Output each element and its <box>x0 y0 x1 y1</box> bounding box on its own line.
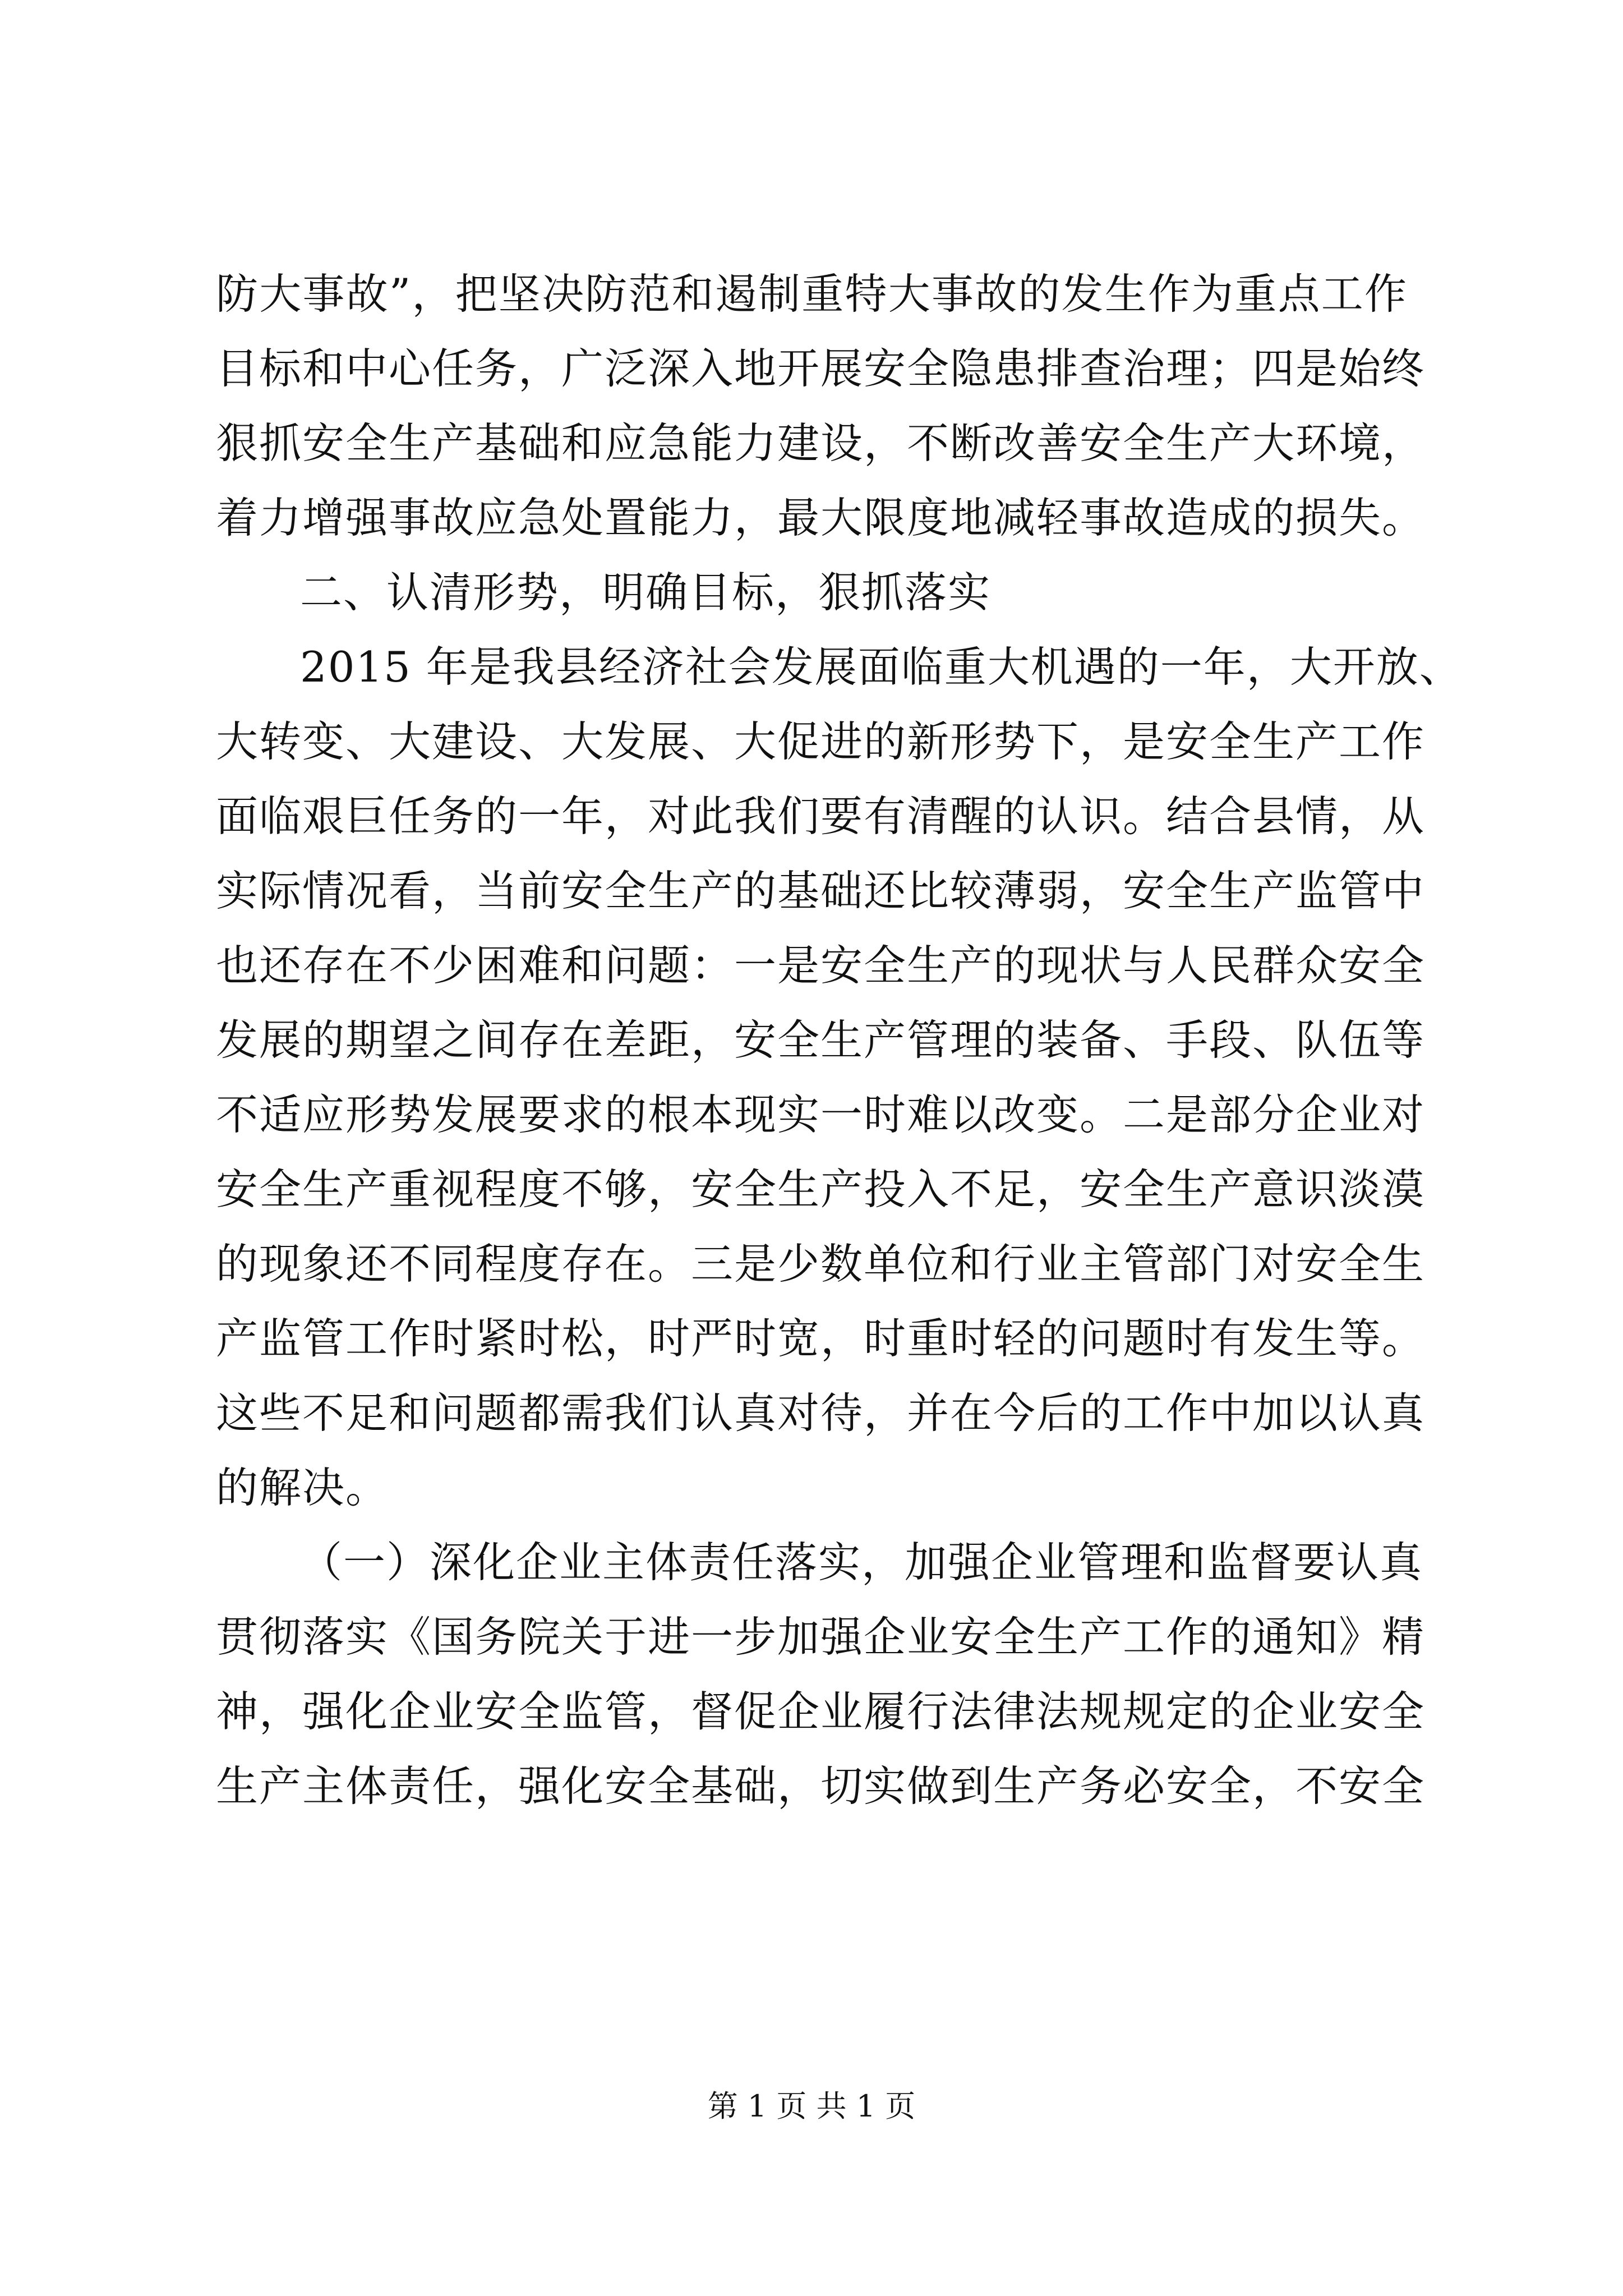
text-line: 目标和中心任务，广泛深入地开展安全隐患排查治理；四是始终 <box>216 344 1426 393</box>
text-line: 不适应形势发展要求的根本现实一时难以改变。二是部分企业对 <box>216 1090 1426 1139</box>
page-footer: 第 1 页 共 1 页 <box>707 2088 916 2124</box>
text-line: 防大事故”，把坚决防范和遏制重特大事故的发生作为重点工作 <box>216 269 1408 319</box>
document-body <box>216 257 1463 1824</box>
text-line: 2015 年是我县经济社会发展面临重大机遇的一年，大开放、 <box>300 642 1463 692</box>
text-line: 也还存在不少困难和问题：一是安全生产的现状与人民群众安全 <box>216 941 1426 990</box>
text-line: 的现象还不同程度存在。三是少数单位和行业主管部门对安全生 <box>216 1239 1426 1289</box>
text-line: 生产主体责任，强化安全基础，切实做到生产务必安全，不安全 <box>216 1761 1426 1811</box>
text-line: 狠抓安全生产基础和应急能力建设，不断改善安全生产大环境， <box>216 418 1426 468</box>
text-line: 着力增强事故应急处置能力，最大限度地减轻事故造成的损失。 <box>216 493 1426 542</box>
text-line: 实际情况看，当前安全生产的基础还比较薄弱，安全生产监管中 <box>216 866 1426 915</box>
text-line: 神，强化企业安全监管，督促企业履行法律法规规定的企业安全 <box>216 1687 1426 1736</box>
section-heading: 二、认清形势，明确目标，狠抓落实 <box>300 568 992 617</box>
text-line: 这些不足和问题都需我们认真对待，并在今后的工作中加以认真 <box>216 1388 1426 1438</box>
subsection-heading: （一）深化企业主体责任落实，加强企业管理和监督要认真 <box>300 1538 1423 1587</box>
text-line: 贯彻落实《国务院关于进一步加强企业安全生产工作的通知》精 <box>216 1612 1426 1662</box>
text-line: 产监管工作时紧时松，时严时宽，时重时轻的问题时有发生等。 <box>216 1314 1426 1363</box>
text-line: 面临艰巨任务的一年，对此我们要有清醒的认识。结合县情，从 <box>216 792 1426 841</box>
text-line: 大转变、大建设、大发展、大促进的新形势下，是安全生产工作 <box>216 717 1426 766</box>
text-line: 发展的期望之间存在差距，安全生产管理的装备、手段、队伍等 <box>216 1015 1426 1065</box>
text-line: 的解决。 <box>216 1463 389 1512</box>
text-line: 安全生产重视程度不够，安全生产投入不足，安全生产意识淡漠 <box>216 1165 1426 1214</box>
